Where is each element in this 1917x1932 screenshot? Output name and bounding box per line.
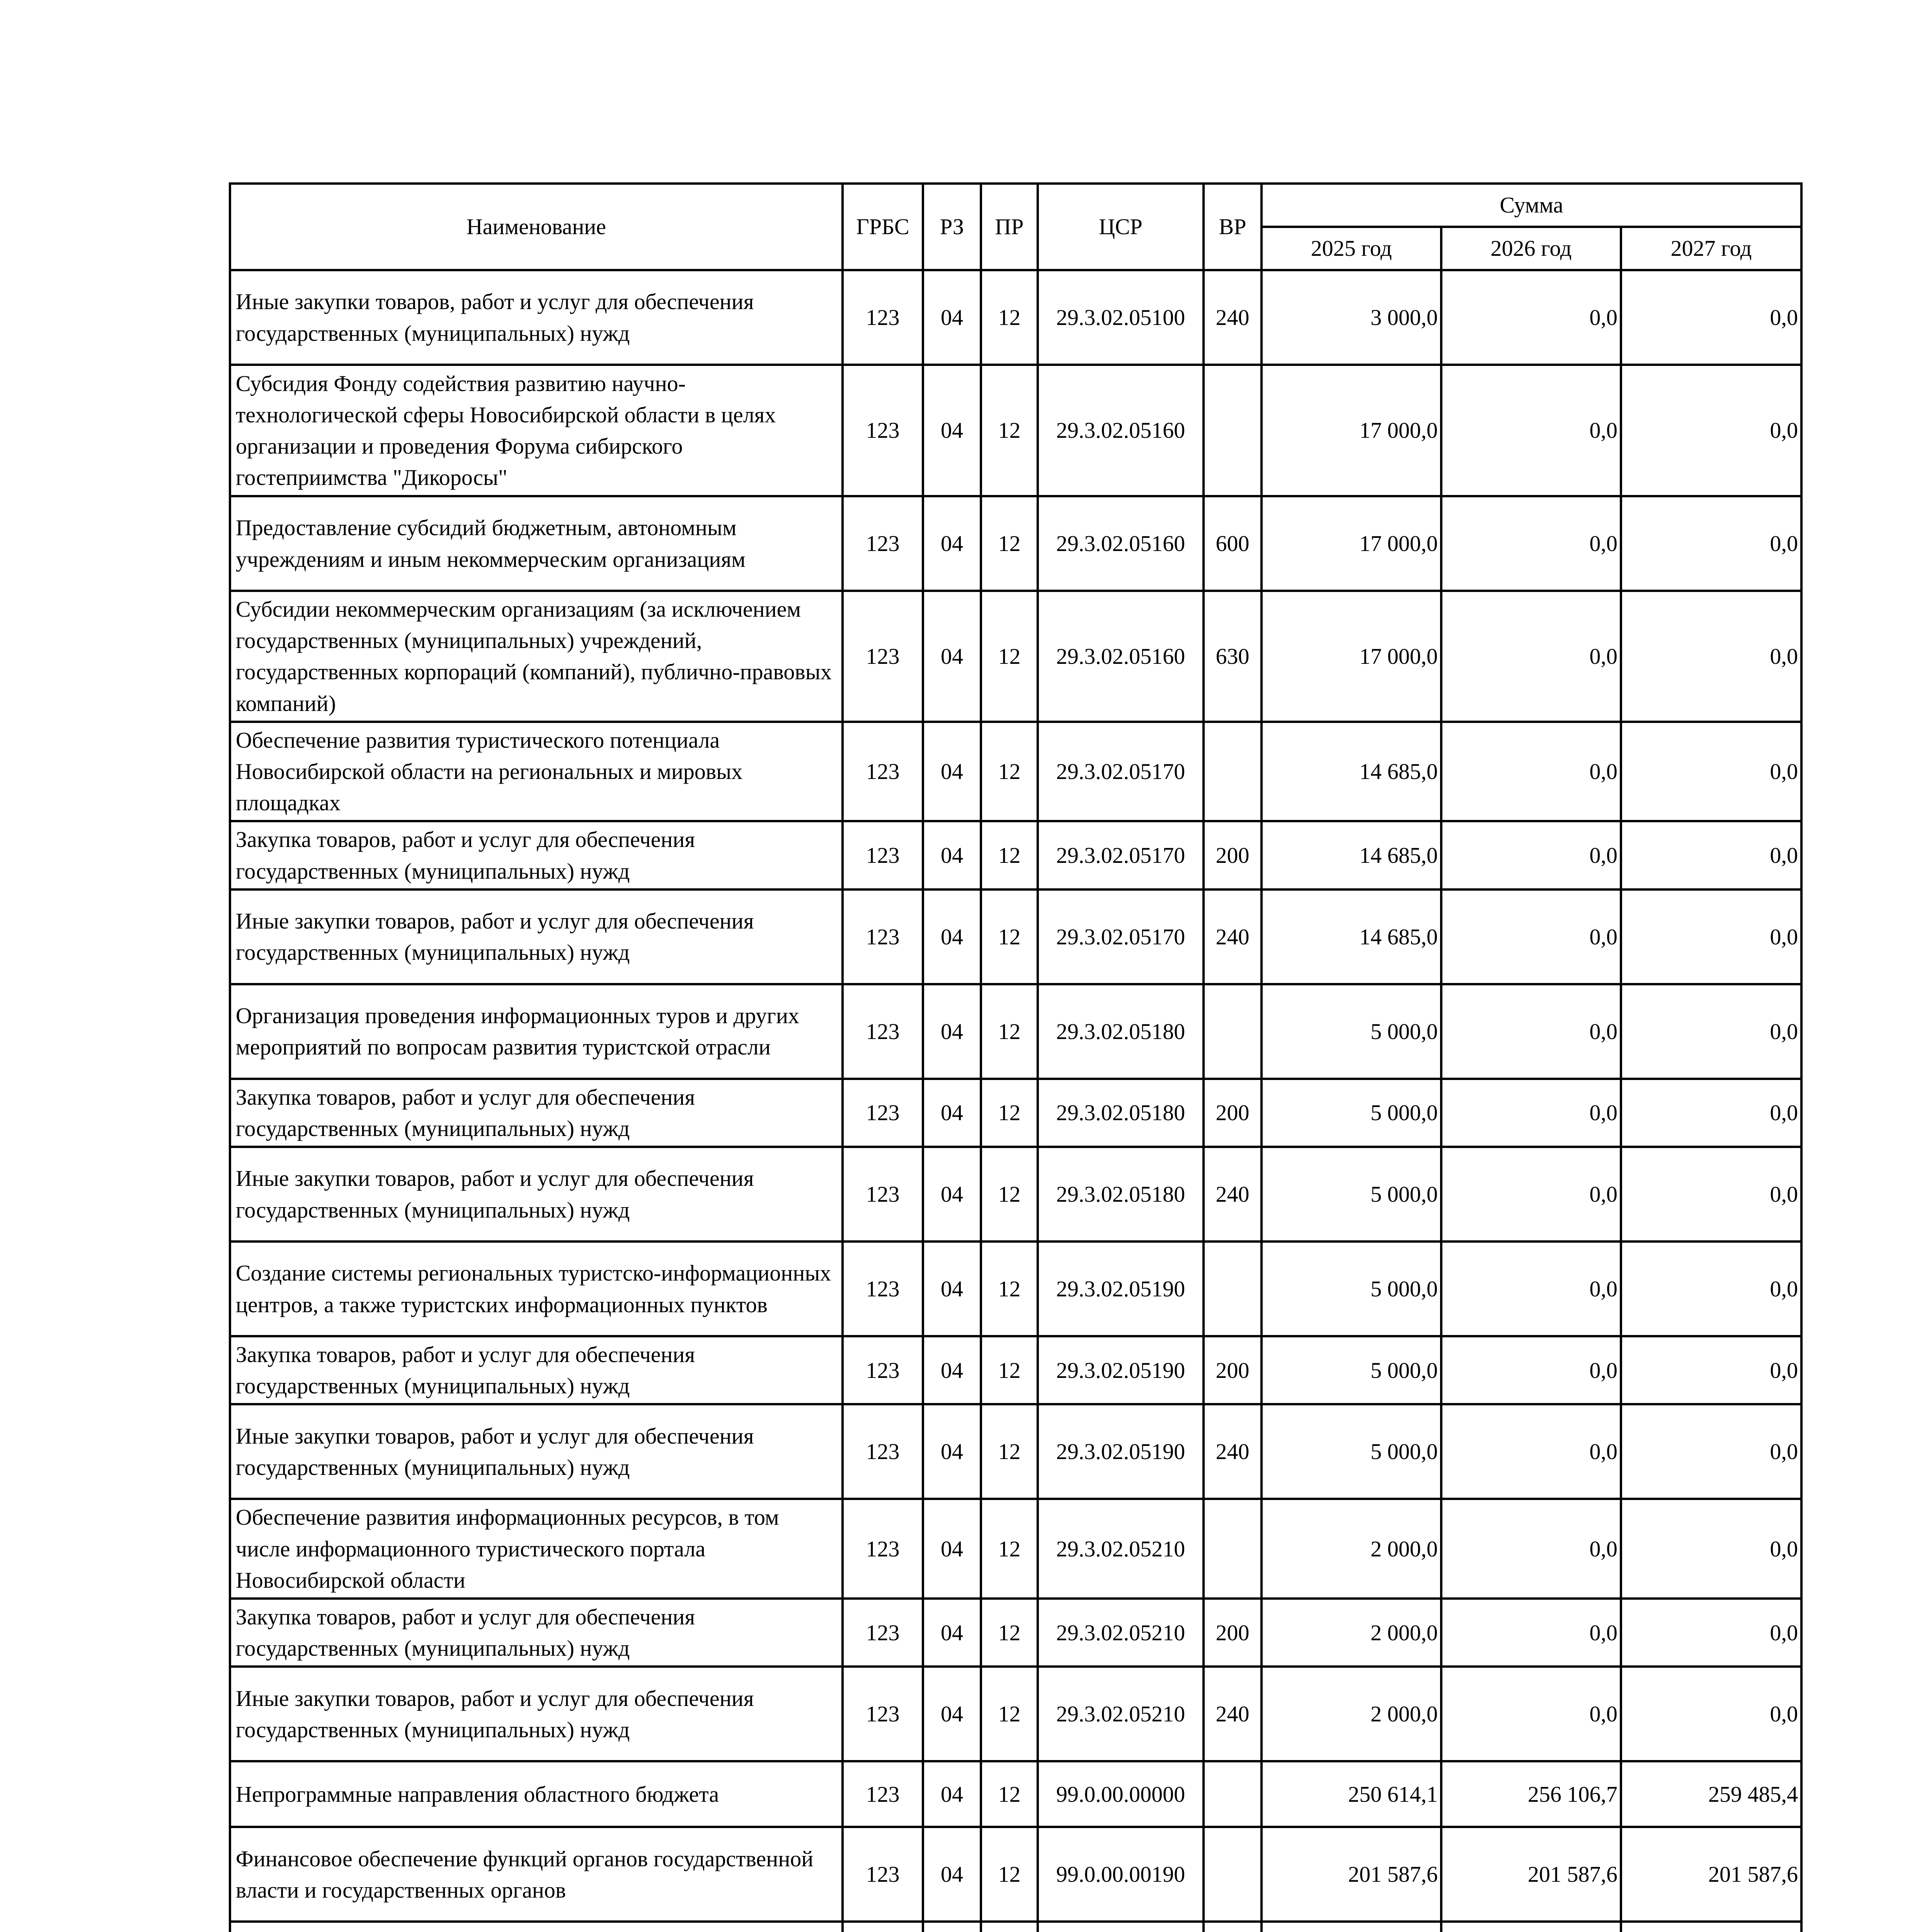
header-csr: ЦСР	[1038, 184, 1204, 270]
row-sum-2025: 17 000,0	[1262, 591, 1441, 722]
row-vr	[1204, 1499, 1262, 1599]
row-grbs: 123	[843, 722, 923, 821]
row-name: Иные закупки товаров, работ и услуг для обеспечения государственных (муниципальных) нужд	[230, 270, 843, 365]
row-sum-2027: 0,0	[1621, 1404, 1801, 1499]
row-grbs: 123	[843, 1404, 923, 1499]
row-csr: 99.0.00.00190	[1038, 1827, 1204, 1922]
row-pr: 12	[981, 591, 1038, 722]
row-sum-2027: 0,0	[1621, 591, 1801, 722]
row-vr	[1204, 984, 1262, 1079]
row-sum-2025: 3 000,0	[1262, 270, 1441, 365]
table-row	[230, 270, 1801, 365]
header-rz: РЗ	[923, 184, 981, 270]
row-sum-2026: 0,0	[1441, 496, 1621, 591]
row-csr: 29.3.02.05190	[1038, 1336, 1204, 1404]
row-vr	[1204, 1922, 1262, 1932]
row-rz: 04	[923, 1147, 981, 1242]
row-name: Обеспечение развития туристического потенциала Новосибирской области на региональных и мировых площадках	[230, 722, 843, 821]
row-rz: 04	[923, 1079, 981, 1147]
row-pr: 12	[981, 889, 1038, 984]
row-sum-2026: 0,0	[1441, 889, 1621, 984]
row-sum-2025: 17 000,0	[1262, 365, 1441, 496]
row-name: Закупка товаров, работ и услуг для обеспечения государственных (муниципальных) нужд	[230, 1599, 843, 1667]
row-csr: 29.3.02.05170	[1038, 889, 1204, 984]
row-csr: 29.3.02.05190	[1038, 1404, 1204, 1499]
row-vr: 630	[1204, 591, 1262, 722]
row-name: Обеспечение развития информационных ресурсов, в том числе информационного туристического портала Новосибирской области	[230, 1499, 843, 1599]
row-sum-2026: 201 587,6	[1441, 1827, 1621, 1922]
row-sum-2025	[1262, 1922, 1441, 1932]
row-pr: 12	[981, 1827, 1038, 1922]
row-pr: 12	[981, 1242, 1038, 1336]
row-rz: 04	[923, 889, 981, 984]
row-rz: 04	[923, 496, 981, 591]
row-rz: 04	[923, 591, 981, 722]
row-vr: 240	[1204, 270, 1262, 365]
row-sum-2026: 256 106,7	[1441, 1761, 1621, 1827]
row-pr: 12	[981, 1147, 1038, 1242]
table-row	[230, 1079, 1801, 1147]
table-header	[230, 184, 1801, 270]
row-rz: 04	[923, 821, 981, 889]
row-rz: 04	[923, 1336, 981, 1404]
row-grbs: 123	[843, 1147, 923, 1242]
row-pr: 12	[981, 496, 1038, 591]
row-pr: 12	[981, 1079, 1038, 1147]
row-sum-2025: 14 685,0	[1262, 821, 1441, 889]
row-rz: 04	[923, 1499, 981, 1599]
row-vr: 200	[1204, 1599, 1262, 1667]
row-vr: 200	[1204, 1336, 1262, 1404]
row-sum-2026: 0,0	[1441, 821, 1621, 889]
row-sum-2027: 0,0	[1621, 984, 1801, 1079]
table-row	[230, 821, 1801, 889]
row-pr: 12	[981, 821, 1038, 889]
row-pr: 12	[981, 722, 1038, 821]
header-name: Наименование	[230, 184, 843, 270]
row-sum-2027	[1621, 1922, 1801, 1932]
row-pr: 12	[981, 1336, 1038, 1404]
row-sum-2026: 0,0	[1441, 1147, 1621, 1242]
row-name: Организация проведения информационных туров и других мероприятий по вопросам развития туристской отрасли	[230, 984, 843, 1079]
row-sum-2026: 0,0	[1441, 722, 1621, 821]
row-sum-2027: 0,0	[1621, 1499, 1801, 1599]
row-csr: 29.3.02.05160	[1038, 496, 1204, 591]
table-row	[230, 1599, 1801, 1667]
row-vr: 240	[1204, 1404, 1262, 1499]
budget-table	[229, 182, 1803, 1932]
row-pr: 12	[981, 365, 1038, 496]
row-rz	[923, 1922, 981, 1932]
row-sum-2025: 5 000,0	[1262, 1147, 1441, 1242]
row-rz: 04	[923, 1599, 981, 1667]
row-grbs: 123	[843, 591, 923, 722]
row-grbs: 123	[843, 1599, 923, 1667]
row-sum-2025: 250 614,1	[1262, 1761, 1441, 1827]
row-vr	[1204, 722, 1262, 821]
row-name: Иные закупки товаров, работ и услуг для обеспечения государственных (муниципальных) нужд	[230, 1404, 843, 1499]
row-vr: 600	[1204, 496, 1262, 591]
row-sum-2025: 14 685,0	[1262, 722, 1441, 821]
row-csr: 29.3.02.05210	[1038, 1499, 1204, 1599]
table-row	[230, 496, 1801, 591]
row-csr: 29.3.02.05170	[1038, 821, 1204, 889]
table-row	[230, 1242, 1801, 1336]
row-grbs: 123	[843, 1242, 923, 1336]
row-name	[230, 1922, 843, 1932]
header-2027: 2027 год	[1621, 227, 1801, 270]
header-2025: 2025 год	[1262, 227, 1441, 270]
row-csr: 29.3.02.05160	[1038, 591, 1204, 722]
table-row	[230, 591, 1801, 722]
row-grbs: 123	[843, 365, 923, 496]
row-csr: 29.3.02.05170	[1038, 722, 1204, 821]
row-sum-2027: 0,0	[1621, 889, 1801, 984]
row-grbs: 123	[843, 270, 923, 365]
header-grbs: ГРБС	[843, 184, 923, 270]
row-grbs: 123	[843, 984, 923, 1079]
row-sum-2025: 5 000,0	[1262, 1336, 1441, 1404]
row-sum-2027: 0,0	[1621, 722, 1801, 821]
row-sum-2025: 2 000,0	[1262, 1599, 1441, 1667]
row-name: Закупка товаров, работ и услуг для обеспечения государственных (муниципальных) нужд	[230, 1079, 843, 1147]
row-sum-2026: 0,0	[1441, 1079, 1621, 1147]
row-sum-2027: 0,0	[1621, 1147, 1801, 1242]
row-sum-2027: 0,0	[1621, 1336, 1801, 1404]
row-sum-2027: 0,0	[1621, 1079, 1801, 1147]
table-row	[230, 1404, 1801, 1499]
row-vr: 200	[1204, 1079, 1262, 1147]
row-vr: 240	[1204, 889, 1262, 984]
table-row	[230, 889, 1801, 984]
header-pr: ПР	[981, 184, 1038, 270]
row-vr	[1204, 1761, 1262, 1827]
row-pr: 12	[981, 1499, 1038, 1599]
row-csr	[1038, 1922, 1204, 1932]
row-vr: 240	[1204, 1147, 1262, 1242]
row-csr: 29.3.02.05180	[1038, 1079, 1204, 1147]
row-name: Субсидия Фонду содействия развитию научно-технологической сферы Новосибирской области в целях организации и проведения Форума сибирского гостеприимства "Дикоросы"	[230, 365, 843, 496]
row-csr: 29.3.02.05180	[1038, 1147, 1204, 1242]
table-row	[230, 1147, 1801, 1242]
row-csr: 99.0.00.00000	[1038, 1761, 1204, 1827]
row-vr	[1204, 1242, 1262, 1336]
row-sum-2025: 17 000,0	[1262, 496, 1441, 591]
row-grbs: 123	[843, 1667, 923, 1761]
row-sum-2027: 0,0	[1621, 365, 1801, 496]
row-sum-2026: 0,0	[1441, 365, 1621, 496]
row-sum-2025: 5 000,0	[1262, 1079, 1441, 1147]
row-sum-2026: 0,0	[1441, 984, 1621, 1079]
row-sum-2027: 259 485,4	[1621, 1761, 1801, 1827]
row-name: Иные закупки товаров, работ и услуг для обеспечения государственных (муниципальных) нужд	[230, 1667, 843, 1761]
row-grbs: 123	[843, 1761, 923, 1827]
row-name: Создание системы региональных туристско-информационных центров, а также туристских информационных пунктов	[230, 1242, 843, 1336]
row-name: Закупка товаров, работ и услуг для обеспечения государственных (муниципальных) нужд	[230, 1336, 843, 1404]
row-name: Предоставление субсидий бюджетным, автономным учреждениям и иным некоммерческим организациям	[230, 496, 843, 591]
row-name: Непрограммные направления областного бюджета	[230, 1761, 843, 1827]
row-sum-2027: 201 587,6	[1621, 1827, 1801, 1922]
row-pr: 12	[981, 1404, 1038, 1499]
row-sum-2025: 2 000,0	[1262, 1499, 1441, 1599]
row-sum-2025: 5 000,0	[1262, 1242, 1441, 1336]
row-grbs: 123	[843, 496, 923, 591]
row-csr: 29.3.02.05160	[1038, 365, 1204, 496]
row-grbs: 123	[843, 1827, 923, 1922]
row-csr: 29.3.02.05100	[1038, 270, 1204, 365]
table-row	[230, 1922, 1801, 1932]
row-rz: 04	[923, 1667, 981, 1761]
row-rz: 04	[923, 984, 981, 1079]
row-name: Закупка товаров, работ и услуг для обеспечения государственных (муниципальных) нужд	[230, 821, 843, 889]
row-sum-2026: 0,0	[1441, 1242, 1621, 1336]
row-sum-2026: 0,0	[1441, 591, 1621, 722]
row-sum-2026: 0,0	[1441, 1599, 1621, 1667]
row-sum-2027: 0,0	[1621, 821, 1801, 889]
row-rz: 04	[923, 270, 981, 365]
row-pr: 12	[981, 1761, 1038, 1827]
table-row	[230, 1336, 1801, 1404]
row-sum-2026: 0,0	[1441, 270, 1621, 365]
row-sum-2025: 2 000,0	[1262, 1667, 1441, 1761]
row-grbs: 123	[843, 889, 923, 984]
row-rz: 04	[923, 1404, 981, 1499]
row-sum-2026	[1441, 1922, 1621, 1932]
row-sum-2027: 0,0	[1621, 496, 1801, 591]
row-sum-2025: 5 000,0	[1262, 1404, 1441, 1499]
row-csr: 29.3.02.05180	[1038, 984, 1204, 1079]
row-sum-2025: 5 000,0	[1262, 984, 1441, 1079]
row-sum-2026: 0,0	[1441, 1667, 1621, 1761]
row-pr	[981, 1922, 1038, 1932]
row-rz: 04	[923, 1242, 981, 1336]
row-vr	[1204, 1827, 1262, 1922]
row-csr: 29.3.02.05210	[1038, 1599, 1204, 1667]
row-grbs: 123	[843, 1079, 923, 1147]
row-grbs	[843, 1922, 923, 1932]
row-sum-2027: 0,0	[1621, 270, 1801, 365]
row-sum-2027: 0,0	[1621, 1599, 1801, 1667]
table-body	[230, 270, 1801, 1932]
row-name: Субсидии некоммерческим организациям (за исключением государственных (муниципальных) учреждений, государственных корпораций (компаний), публично-правовых компаний)	[230, 591, 843, 722]
row-grbs: 123	[843, 1499, 923, 1599]
row-pr: 12	[981, 1667, 1038, 1761]
row-name: Иные закупки товаров, работ и услуг для обеспечения государственных (муниципальных) нужд	[230, 889, 843, 984]
row-rz: 04	[923, 365, 981, 496]
row-vr: 200	[1204, 821, 1262, 889]
row-sum-2027: 0,0	[1621, 1667, 1801, 1761]
table-row	[230, 365, 1801, 496]
row-rz: 04	[923, 1827, 981, 1922]
table-row	[230, 1761, 1801, 1827]
row-vr: 240	[1204, 1667, 1262, 1761]
row-pr: 12	[981, 270, 1038, 365]
row-pr: 12	[981, 1599, 1038, 1667]
row-pr: 12	[981, 984, 1038, 1079]
row-vr	[1204, 365, 1262, 496]
header-vr: ВР	[1204, 184, 1262, 270]
row-csr: 29.3.02.05210	[1038, 1667, 1204, 1761]
row-grbs: 123	[843, 821, 923, 889]
row-name: Иные закупки товаров, работ и услуг для обеспечения государственных (муниципальных) нужд	[230, 1147, 843, 1242]
table-row	[230, 1667, 1801, 1761]
header-sum: Сумма	[1262, 184, 1801, 227]
row-name: Финансовое обеспечение функций органов государственной власти и государственных органов	[230, 1827, 843, 1922]
row-grbs: 123	[843, 1336, 923, 1404]
table-row	[230, 1827, 1801, 1922]
row-csr: 29.3.02.05190	[1038, 1242, 1204, 1336]
row-sum-2026: 0,0	[1441, 1404, 1621, 1499]
table-row	[230, 722, 1801, 821]
row-sum-2025: 201 587,6	[1262, 1827, 1441, 1922]
row-sum-2026: 0,0	[1441, 1336, 1621, 1404]
header-2026: 2026 год	[1441, 227, 1621, 270]
table-row	[230, 1499, 1801, 1599]
row-sum-2026: 0,0	[1441, 1499, 1621, 1599]
row-sum-2025: 14 685,0	[1262, 889, 1441, 984]
row-sum-2027: 0,0	[1621, 1242, 1801, 1336]
row-rz: 04	[923, 722, 981, 821]
row-rz: 04	[923, 1761, 981, 1827]
table-row	[230, 984, 1801, 1079]
